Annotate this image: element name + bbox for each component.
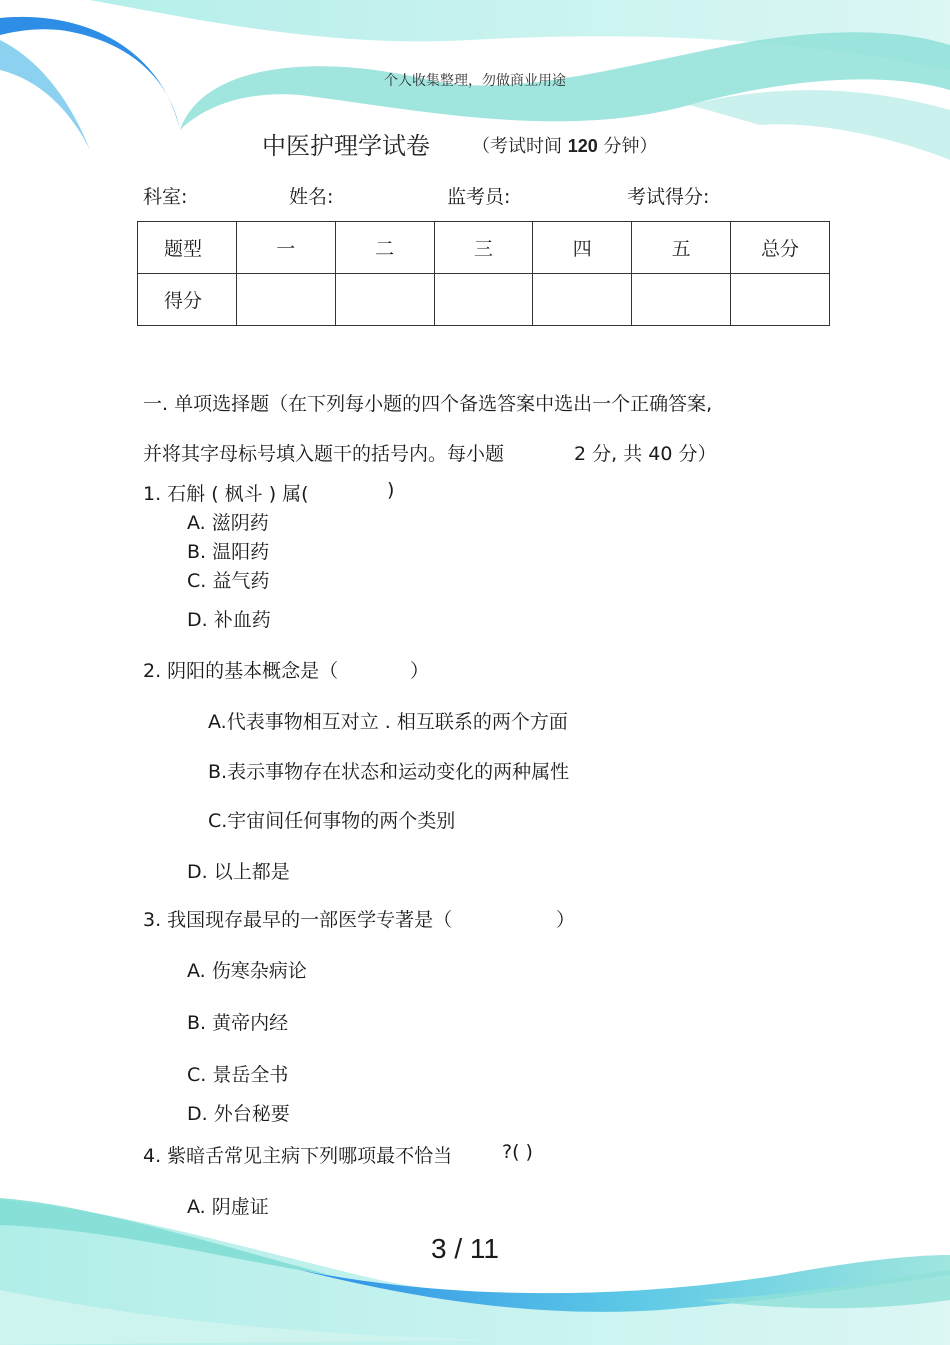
name-label: 姓名: <box>289 186 334 208</box>
duration-prefix: （考试时间 <box>472 136 562 157</box>
header-cell-2: 二 <box>335 222 434 274</box>
header-cell-3: 三 <box>434 222 533 274</box>
question-3-bracket: ） <box>556 909 576 931</box>
question-3-option-c[interactable]: C. 景岳全书 <box>187 1064 289 1086</box>
question-3-stem: 3. 我国现存最早的一部医学专著是（ <box>143 909 453 931</box>
exam-title: 中医护理学试卷 <box>262 132 430 160</box>
score-cell-5[interactable] <box>632 274 731 326</box>
header-cell-1: 一 <box>236 222 335 274</box>
question-1-option-c[interactable]: C. 益气药 <box>187 570 270 592</box>
score-cell-total[interactable] <box>731 274 830 326</box>
page-number: 3 / 11 <box>431 1233 499 1264</box>
question-1-stem: 1. 石斛 ( 枫斗 ) 属( <box>143 483 309 505</box>
score-cell-2[interactable] <box>335 274 434 326</box>
question-3-option-a[interactable]: A. 伤寒杂病论 <box>187 960 307 982</box>
question-2-option-b[interactable]: B.表示事物存在状态和运动变化的两种属性 <box>208 761 570 783</box>
question-1-option-b[interactable]: B. 温阳药 <box>187 541 270 563</box>
watermark-text: 个人收集整理，勿做商业用途 <box>384 73 566 89</box>
header-cell-type: 题型 <box>138 222 237 274</box>
header-cell-4: 四 <box>533 222 632 274</box>
proctor-label: 监考员: <box>447 186 511 208</box>
question-4-stem: 4. 紫暗舌常见主病下列哪项最不恰当 <box>143 1145 453 1167</box>
question-3-option-b[interactable]: B. 黄帝内经 <box>187 1012 289 1034</box>
question-2-option-c[interactable]: C.宇宙间任何事物的两个类别 <box>208 810 456 832</box>
score-label: 考试得分: <box>627 186 710 208</box>
question-1-option-d[interactable]: D. 补血药 <box>187 609 271 631</box>
score-table <box>137 221 830 326</box>
score-cell-3[interactable] <box>434 274 533 326</box>
score-table-score-row <box>138 274 830 326</box>
score-cell-1[interactable] <box>236 274 335 326</box>
duration-suffix: 分钟） <box>603 136 658 157</box>
score-table-header-row <box>138 222 830 274</box>
question-4-bracket: ?( ) <box>502 1141 533 1163</box>
question-2-stem: 2. 阴阳的基本概念是（ <box>143 660 339 682</box>
duration-number: 120 <box>567 136 598 156</box>
header-cell-total: 总分 <box>731 222 830 274</box>
question-1-option-a[interactable]: A. 滋阴药 <box>187 512 269 534</box>
question-2-bracket: ） <box>410 660 430 682</box>
department-label: 科室: <box>143 186 188 208</box>
section-heading-line2-b: 2 分, 共 40 分） <box>574 443 717 465</box>
question-3-option-d[interactable]: D. 外台秘要 <box>187 1103 290 1125</box>
question-4-option-a[interactable]: A. 阴虚证 <box>187 1196 269 1218</box>
question-2-option-d[interactable]: D. 以上都是 <box>187 861 290 883</box>
score-row-label: 得分 <box>138 274 237 326</box>
exam-duration <box>472 132 658 158</box>
question-1-bracket: ) <box>387 479 395 501</box>
section-heading-line2-a: 并将其字母标号填入题干的括号内。每小题 <box>143 443 505 465</box>
question-2-option-a[interactable]: A.代表事物相互对立 . 相互联系的两个方面 <box>208 711 568 733</box>
header-cell-5: 五 <box>632 222 731 274</box>
score-cell-4[interactable] <box>533 274 632 326</box>
section-heading-line1: 一. 单项选择题（在下列每小题的四个备选答案中选出一个正确答案, <box>143 393 713 415</box>
